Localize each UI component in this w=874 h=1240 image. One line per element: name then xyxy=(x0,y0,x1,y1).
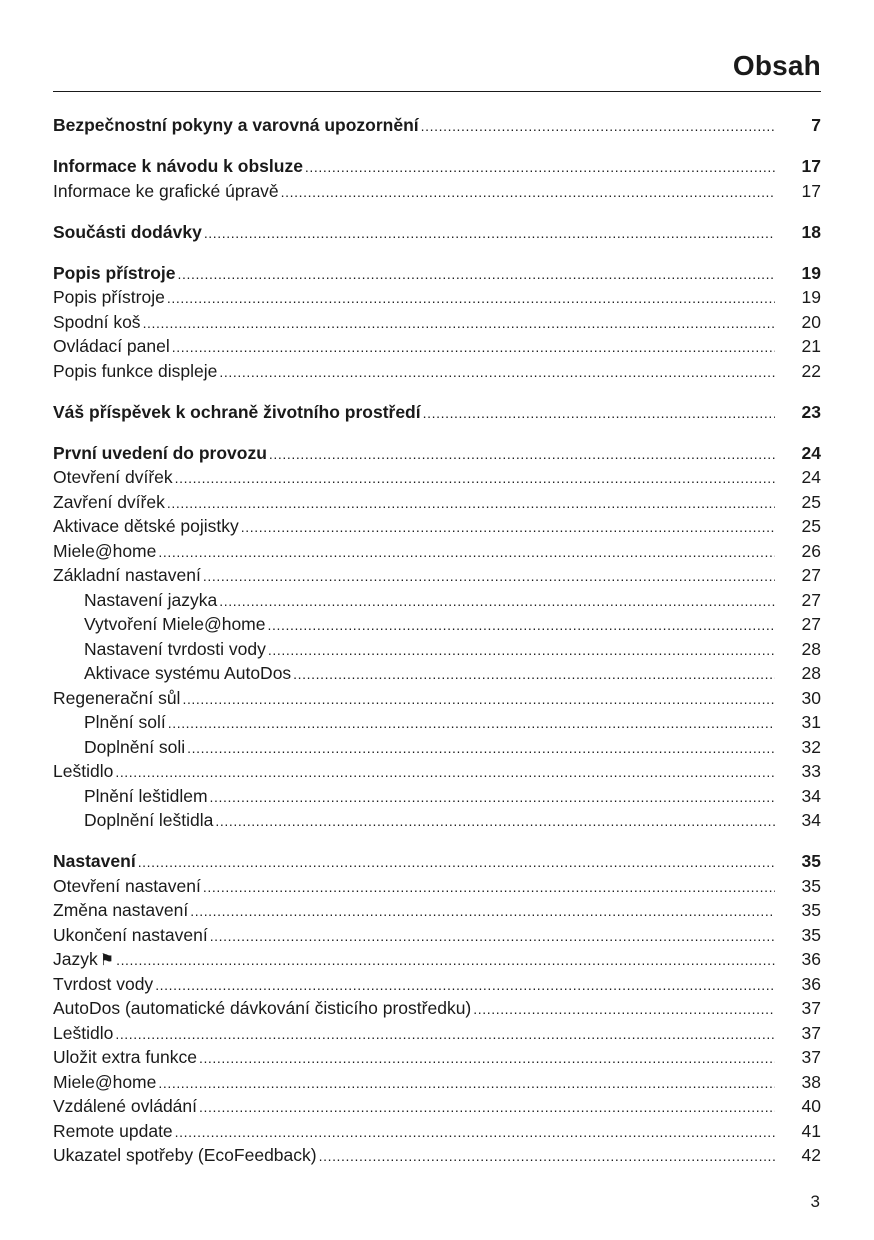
toc-chapter-entry[interactable] xyxy=(53,113,821,138)
toc-entry-title: Doplnění leštidla xyxy=(84,810,214,830)
toc-entry-title: Popis přístroje xyxy=(53,287,165,307)
toc-entry-label xyxy=(53,972,153,997)
toc-entry-label xyxy=(53,563,201,588)
toc-chapter-entry[interactable] xyxy=(53,400,821,425)
toc-entry-title: Nastavení xyxy=(53,851,136,871)
toc-section-entry[interactable] xyxy=(53,1119,821,1144)
toc-chapter-entry[interactable] xyxy=(53,220,821,245)
toc-entry-title: Součásti dodávky xyxy=(53,221,202,242)
dot-leader xyxy=(143,311,775,336)
dot-leader xyxy=(175,466,775,491)
toc-entry-label xyxy=(53,588,217,613)
toc-entry-title: Miele@home xyxy=(53,1071,157,1092)
toc-section-entry[interactable] xyxy=(53,1070,821,1095)
toc-page-number: 26 xyxy=(801,540,821,561)
toc-entry-label xyxy=(53,808,213,833)
toc-section-entry[interactable] xyxy=(53,874,821,899)
toc-page-number: 36 xyxy=(801,973,821,994)
toc-entry-title: Bezpečnostní pokyny a varovná upozornění xyxy=(53,115,419,135)
toc-entry-title: Nastavení jazyka xyxy=(84,589,218,610)
toc-section-entry[interactable] xyxy=(53,1094,821,1119)
toc-entry-label xyxy=(53,310,141,335)
toc-page-number: 19 xyxy=(801,262,821,283)
dot-leader xyxy=(158,540,775,565)
toc-section xyxy=(53,849,821,1168)
header-divider xyxy=(53,91,821,92)
toc-entry-label xyxy=(53,947,114,974)
toc-page-number: 31 xyxy=(801,712,821,732)
toc-entry-label xyxy=(53,465,173,490)
toc-section-entry[interactable] xyxy=(53,285,821,310)
toc-section-entry[interactable] xyxy=(53,972,821,997)
dot-leader xyxy=(219,589,775,614)
toc-entry-label xyxy=(53,285,165,310)
toc-entry-title: Tvrdost vody xyxy=(53,973,154,994)
toc-page-number: 17 xyxy=(801,180,821,201)
toc-page-number: 21 xyxy=(801,336,821,356)
dot-leader xyxy=(473,997,775,1022)
dot-leader xyxy=(172,335,775,360)
toc-entry-title: Doplnění soli xyxy=(84,736,186,757)
dot-leader xyxy=(138,850,775,875)
toc-entry-label xyxy=(53,898,188,923)
dot-leader xyxy=(115,760,775,785)
dot-leader xyxy=(199,1095,775,1120)
dot-leader xyxy=(203,875,775,900)
toc-section-entry[interactable] xyxy=(53,490,821,515)
dot-leader xyxy=(178,262,775,287)
toc-page-number: 37 xyxy=(801,998,821,1018)
toc-section-entry[interactable] xyxy=(53,1143,821,1168)
toc-entry-label xyxy=(53,400,421,425)
toc-subsection-entry[interactable] xyxy=(53,808,821,833)
table-of-contents xyxy=(53,113,821,1184)
dot-leader xyxy=(219,360,775,385)
toc-page-number: 32 xyxy=(801,736,821,757)
dot-leader xyxy=(204,221,775,246)
toc-entry-title: Otevření nastavení xyxy=(53,875,201,896)
toc-section xyxy=(53,261,821,384)
toc-page-number: 28 xyxy=(801,638,821,659)
toc-entry-label xyxy=(53,759,113,784)
toc-entry-title: Otevření dvířek xyxy=(53,467,173,487)
toc-entry-title: Aktivace dětské pojistky xyxy=(53,516,239,536)
toc-page-number: 40 xyxy=(801,1096,821,1116)
toc-section-entry[interactable] xyxy=(53,465,821,490)
toc-entry-title: Plnění solí xyxy=(84,712,166,732)
toc-entry-label xyxy=(53,612,266,637)
toc-section-entry[interactable] xyxy=(53,923,821,948)
toc-entry-title: AutoDos (automatické dávkování čisticího prostředku) xyxy=(53,998,472,1018)
toc-entry-label xyxy=(53,1070,156,1095)
dot-leader xyxy=(155,973,775,998)
toc-page-number: 36 xyxy=(801,949,821,969)
toc-entry-label xyxy=(53,996,471,1021)
toc-entry-label xyxy=(53,1094,197,1119)
toc-entry-label xyxy=(53,735,185,760)
toc-section-entry[interactable] xyxy=(53,759,821,784)
toc-page-number: 30 xyxy=(801,687,821,708)
dot-leader xyxy=(167,491,775,516)
toc-section xyxy=(53,154,821,203)
toc-entry-label xyxy=(53,637,266,662)
toc-entry-label xyxy=(53,441,267,466)
toc-entry-title: Ukazatel spotřeby (EcoFeedback) xyxy=(53,1145,317,1165)
toc-page-number: 24 xyxy=(801,467,821,487)
toc-page-number: 37 xyxy=(801,1047,821,1067)
toc-entry-title: Váš příspěvek k ochraně životního prostředí xyxy=(53,401,421,422)
toc-page-number: 24 xyxy=(801,442,821,463)
toc-entry-title: Leštidlo xyxy=(53,761,114,781)
toc-entry-label xyxy=(53,1021,113,1046)
toc-section-entry[interactable] xyxy=(53,898,821,923)
toc-section-entry[interactable] xyxy=(53,514,821,539)
dot-leader xyxy=(215,809,775,834)
toc-entry-title: Změna nastavení xyxy=(53,900,189,920)
dot-leader xyxy=(305,155,775,180)
toc-entry-title: Nastavení tvrdosti vody xyxy=(84,638,266,659)
toc-entry-title: Spodní koš xyxy=(53,311,141,332)
toc-subsection-entry[interactable] xyxy=(53,735,821,760)
dot-leader xyxy=(203,564,775,589)
toc-chapter-entry[interactable] xyxy=(53,154,821,179)
toc-page-number: 38 xyxy=(801,1071,821,1092)
toc-entry-label xyxy=(53,1143,317,1168)
toc-entry-title: Uložit extra funkce xyxy=(53,1047,197,1067)
dot-leader xyxy=(190,899,775,924)
toc-chapter-entry[interactable] xyxy=(53,441,821,466)
toc-page-number: 35 xyxy=(801,875,821,896)
toc-entry-label xyxy=(53,784,208,809)
toc-section xyxy=(53,400,821,425)
dot-leader xyxy=(210,785,775,810)
toc-subsection-entry[interactable] xyxy=(53,588,821,613)
dot-leader xyxy=(116,948,775,973)
toc-entry-label xyxy=(53,490,165,515)
dot-leader xyxy=(241,515,775,540)
toc-entry-label xyxy=(53,514,239,539)
toc-section-entry[interactable] xyxy=(53,563,821,588)
toc-page-number: 28 xyxy=(801,663,821,683)
toc-entry-label xyxy=(53,539,156,564)
toc-section-entry[interactable] xyxy=(53,1045,821,1070)
flag-icon: ⚑ xyxy=(99,952,115,969)
dot-leader xyxy=(199,1046,775,1071)
toc-section xyxy=(53,220,821,245)
dot-leader xyxy=(210,924,775,949)
toc-entry-label xyxy=(53,1045,197,1070)
toc-subsection-entry[interactable] xyxy=(53,637,821,662)
toc-entry-label xyxy=(53,661,291,686)
toc-page-number: 34 xyxy=(801,810,821,830)
toc-section-entry[interactable] xyxy=(53,996,821,1021)
toc-entry-title: Jazyk xyxy=(53,949,98,969)
dot-leader xyxy=(115,1022,775,1047)
toc-page-number: 35 xyxy=(801,924,821,945)
toc-entry-title: Popis funkce displeje xyxy=(53,360,218,381)
dot-leader xyxy=(167,286,775,311)
toc-entry-title: Miele@home xyxy=(53,540,157,561)
toc-entry-label xyxy=(53,334,170,359)
toc-entry-label xyxy=(53,710,166,735)
dot-leader xyxy=(268,613,776,638)
toc-page-number: 27 xyxy=(801,565,821,585)
dot-leader xyxy=(268,638,775,663)
toc-section xyxy=(53,113,821,138)
toc-entry-title: První uvedení do provozu xyxy=(53,442,267,463)
toc-entry-label xyxy=(53,220,202,245)
toc-section-entry[interactable] xyxy=(53,359,821,384)
toc-subsection-entry[interactable] xyxy=(53,710,821,735)
toc-section-entry[interactable] xyxy=(53,179,821,204)
toc-page-number: 37 xyxy=(801,1022,821,1043)
toc-entry-title: Regenerační sůl xyxy=(53,687,181,708)
dot-leader xyxy=(158,1071,775,1096)
toc-entry-title: Leštidlo xyxy=(53,1022,114,1043)
toc-entry-title: Informace k návodu k obsluze xyxy=(53,156,303,176)
toc-entry-label xyxy=(53,1119,173,1144)
dot-leader xyxy=(168,711,775,736)
toc-page-number: 27 xyxy=(801,614,821,634)
toc-entry-title: Zavření dvířek xyxy=(53,491,165,512)
toc-entry-title: Ukončení nastavení xyxy=(53,924,208,945)
toc-section-entry[interactable] xyxy=(53,686,821,711)
toc-section-entry[interactable] xyxy=(53,539,821,564)
dot-leader xyxy=(175,1120,775,1145)
toc-page-number: 20 xyxy=(801,311,821,332)
toc-entry-label xyxy=(53,261,176,286)
toc-page-number: 17 xyxy=(801,156,821,176)
toc-entry-label xyxy=(53,686,180,711)
dot-leader xyxy=(421,114,775,139)
toc-page-number: 22 xyxy=(801,360,821,381)
toc-section-entry[interactable] xyxy=(53,1021,821,1046)
toc-section-entry[interactable] xyxy=(53,334,821,359)
toc-page-number: 34 xyxy=(801,785,821,806)
dot-leader xyxy=(281,180,775,205)
toc-entry-label xyxy=(53,849,136,874)
toc-page-number: 27 xyxy=(801,589,821,610)
page-number: 3 xyxy=(810,1192,820,1211)
toc-chapter-entry[interactable] xyxy=(53,849,821,874)
toc-entry-title: Vzdálené ovládání xyxy=(53,1096,197,1116)
toc-entry-title: Základní nastavení xyxy=(53,565,201,585)
toc-page-number: 35 xyxy=(801,900,821,920)
dot-leader xyxy=(319,1144,775,1169)
page-title: Obsah xyxy=(732,50,821,81)
toc-subsection-entry[interactable] xyxy=(53,661,821,686)
toc-page-number: 42 xyxy=(801,1145,821,1165)
toc-page-number: 35 xyxy=(801,851,821,871)
toc-page-number: 19 xyxy=(801,287,821,307)
toc-chapter-entry[interactable] xyxy=(53,261,821,286)
toc-entry-title: Informace ke grafické úpravě xyxy=(53,180,279,201)
dot-leader xyxy=(187,736,775,761)
dot-leader xyxy=(269,442,775,467)
toc-page-number: 7 xyxy=(811,115,821,135)
toc-entry-title: Ovládací panel xyxy=(53,336,170,356)
toc-entry-title: Remote update xyxy=(53,1120,173,1141)
toc-entry-label xyxy=(53,179,279,204)
toc-entry-title: Vytvoření Miele@home xyxy=(84,614,266,634)
toc-page-number: 41 xyxy=(801,1120,821,1141)
toc-page-number: 25 xyxy=(801,491,821,512)
toc-entry-label xyxy=(53,923,208,948)
dot-leader xyxy=(423,401,775,426)
toc-entry-label xyxy=(53,359,217,384)
toc-page-number: 25 xyxy=(801,516,821,536)
dot-leader xyxy=(182,687,775,712)
toc-section-entry[interactable] xyxy=(53,947,821,972)
toc-page-number: 23 xyxy=(801,401,821,422)
toc-entry-title: Plnění leštidlem xyxy=(84,785,208,806)
toc-subsection-entry[interactable] xyxy=(53,784,821,809)
toc-entry-label xyxy=(53,154,303,179)
toc-entry-title: Aktivace systému AutoDos xyxy=(84,663,292,683)
toc-section-entry[interactable] xyxy=(53,310,821,335)
toc-subsection-entry[interactable] xyxy=(53,612,821,637)
toc-page-number: 33 xyxy=(801,761,821,781)
toc-entry-label xyxy=(53,113,419,138)
toc-entry-label xyxy=(53,874,201,899)
toc-page-number: 18 xyxy=(801,221,821,242)
toc-section xyxy=(53,441,821,833)
dot-leader xyxy=(293,662,775,687)
toc-entry-title: Popis přístroje xyxy=(53,262,176,283)
